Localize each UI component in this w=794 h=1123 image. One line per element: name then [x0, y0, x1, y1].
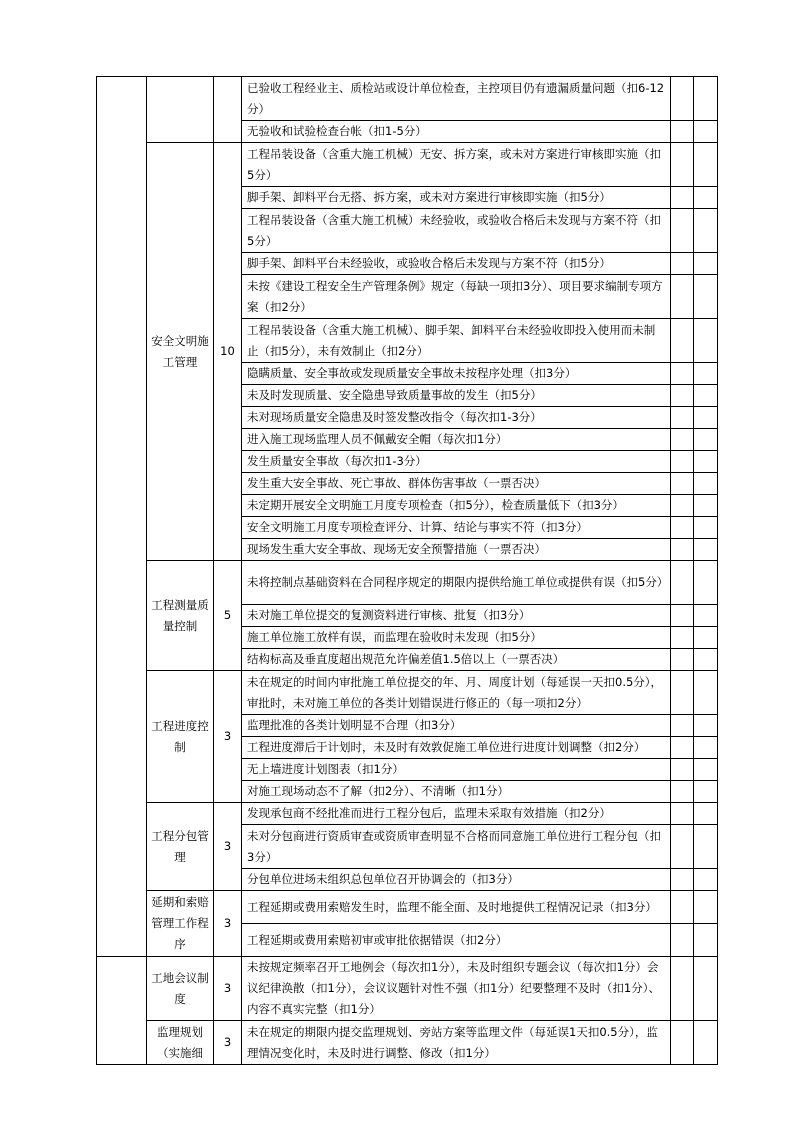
remark-cell[interactable]: [694, 319, 718, 363]
category-cell: 监理规划（实施细: [147, 1021, 214, 1065]
criteria-cell: 工程进度滞后于计划时，未及时有效敦促施工单位进行进度计划调整（扣2分）: [242, 737, 671, 759]
criteria-cell: 未将控制点基础资料在合同程序规定的期限内提供给施工单位或提供有误（扣5分）: [242, 561, 671, 605]
remark-cell[interactable]: [694, 737, 718, 759]
table-row: [97, 77, 718, 121]
deduction-cell[interactable]: [671, 561, 694, 605]
deduction-cell[interactable]: [671, 143, 694, 187]
remark-cell[interactable]: [694, 957, 718, 1021]
deduction-cell[interactable]: [671, 825, 694, 869]
remark-cell[interactable]: [694, 715, 718, 737]
remark-cell[interactable]: [694, 385, 718, 407]
score-cell: [214, 77, 242, 143]
deduction-cell[interactable]: [671, 253, 694, 275]
criteria-cell: 未按《建设工程安全生产管理条例》规定（每缺一项扣3分）、项目要求编制专项方案（扣2分）: [242, 275, 671, 319]
criteria-cell: 发生质量安全事故（每次扣1-3分）: [242, 451, 671, 473]
deduction-cell[interactable]: [671, 121, 694, 143]
remark-cell[interactable]: [694, 869, 718, 891]
remark-cell[interactable]: [694, 363, 718, 385]
criteria-cell: 发生重大安全事故、死亡事故、群体伤害事故（一票否决）: [242, 473, 671, 495]
deduction-cell[interactable]: [671, 451, 694, 473]
table-row: [97, 671, 718, 715]
category-cell: 安全文明施工管理: [147, 143, 214, 561]
criteria-cell: 工程延期或费用索赔初审或审批依据错误（扣2分）: [242, 924, 671, 957]
criteria-cell: 对施工现场动态不了解（扣2分）、不清晰（扣1分）: [242, 781, 671, 803]
evaluation-table: [96, 76, 718, 1065]
deduction-cell[interactable]: [671, 517, 694, 539]
criteria-cell: 无验收和试验检查台帐（扣1-5分）: [242, 121, 671, 143]
remark-cell[interactable]: [694, 143, 718, 187]
deduction-cell[interactable]: [671, 363, 694, 385]
deduction-cell[interactable]: [671, 803, 694, 825]
criteria-cell: 未按规定频率召开工地例会（每次扣1分），未及时组织专题会议（每次扣1分）会议纪律涣散（扣1分），会议议题针对性不强（扣1分）纪要整理不及时（扣1分）、内容不真实完整（扣1分）: [242, 957, 671, 1021]
criteria-cell: 发现承包商不经批准而进行工程分包后，监理未采取有效措施（扣2分）: [242, 803, 671, 825]
category-cell: 工程测量质量控制: [147, 561, 214, 671]
deduction-cell[interactable]: [671, 957, 694, 1021]
category-cell: [147, 77, 214, 143]
remark-cell[interactable]: [694, 781, 718, 803]
criteria-cell: 未对分包商进行资质审查或资质审查明显不合格而同意施工单位进行工程分包（扣3分）: [242, 825, 671, 869]
deduction-cell[interactable]: [671, 1021, 694, 1065]
remark-cell[interactable]: [694, 924, 718, 957]
criteria-cell: 隐瞒质量、安全事故或发现质量安全事故未按程序处理（扣3分）: [242, 363, 671, 385]
criteria-cell: 工程延期或费用索赔发生时，监理不能全面、及时地提供工程情况记录（扣3分）: [242, 891, 671, 924]
deduction-cell[interactable]: [671, 187, 694, 209]
criteria-cell: 进入施工现场监理人员不佩戴安全帽（每次扣1分）: [242, 429, 671, 451]
remark-cell[interactable]: [694, 407, 718, 429]
section-cell: [97, 77, 147, 957]
criteria-cell: 工程吊装设备（含重大施工机械）无安、拆方案，或未对方案进行审核即实施（扣5分）: [242, 143, 671, 187]
remark-cell[interactable]: [694, 1021, 718, 1065]
remark-cell[interactable]: [694, 253, 718, 275]
score-cell: 3: [214, 671, 242, 803]
deduction-cell[interactable]: [671, 473, 694, 495]
criteria-cell: 施工单位施工放样有误，而监理在验收时未发现（扣5分）: [242, 627, 671, 649]
deduction-cell[interactable]: [671, 869, 694, 891]
category-cell: 工地会议制度: [147, 957, 214, 1021]
criteria-cell: 监理批准的各类计划明显不合理（扣3分）: [242, 715, 671, 737]
deduction-cell[interactable]: [671, 275, 694, 319]
table-row: [97, 561, 718, 605]
score-cell: 3: [214, 891, 242, 957]
deduction-cell[interactable]: [671, 605, 694, 627]
deduction-cell[interactable]: [671, 671, 694, 715]
table-row: [97, 143, 718, 187]
remark-cell[interactable]: [694, 495, 718, 517]
deduction-cell[interactable]: [671, 737, 694, 759]
criteria-cell: 未在规定的时间内审批施工单位提交的年、月、周度计划（每延误一天扣0.5分），审批时，未对施工单位的各类计划错误进行修正的（每一项扣2分）: [242, 671, 671, 715]
criteria-cell: 工程吊装设备（含重大施工机械）、脚手架、卸料平台未经验收即投入使用而未制止（扣5分），未有效制止（扣2分）: [242, 319, 671, 363]
table-row: [97, 891, 718, 924]
deduction-cell[interactable]: [671, 77, 694, 121]
table-row: [97, 803, 718, 825]
category-cell: 延期和索赔管理工作程序: [147, 891, 214, 957]
remark-cell[interactable]: [694, 473, 718, 495]
deduction-cell[interactable]: [671, 715, 694, 737]
remark-cell[interactable]: [694, 517, 718, 539]
criteria-cell: 无上墙进度计划图表（扣1分）: [242, 759, 671, 781]
remark-cell[interactable]: [694, 77, 718, 121]
criteria-cell: 未在规定的期限内提交监理规划、旁站方案等监理文件（每延误1天扣0.5分），监理情况变化时，未及时进行调整、修改（扣1分）: [242, 1021, 671, 1065]
remark-cell[interactable]: [694, 209, 718, 253]
remark-cell[interactable]: [694, 187, 718, 209]
table-row: [97, 1021, 718, 1065]
remark-cell[interactable]: [694, 671, 718, 715]
table-row: [97, 957, 718, 1021]
score-cell: 10: [214, 143, 242, 561]
deduction-cell[interactable]: [671, 319, 694, 363]
remark-cell[interactable]: [694, 759, 718, 781]
criteria-cell: 脚手架、卸料平台未经验收，或验收合格后未发现与方案不符（扣5分）: [242, 253, 671, 275]
deduction-cell[interactable]: [671, 781, 694, 803]
criteria-cell: 脚手架、卸料平台无搭、拆方案，或未对方案进行审核即实施（扣5分）: [242, 187, 671, 209]
deduction-cell[interactable]: [671, 649, 694, 671]
deduction-cell[interactable]: [671, 385, 694, 407]
criteria-cell: 未对现场质量安全隐患及时签发整改指令（每次扣1-3分）: [242, 407, 671, 429]
deduction-cell[interactable]: [671, 407, 694, 429]
criteria-cell: 工程吊装设备（含重大施工机械）未经验收，或验收合格后未发现与方案不符（扣5分）: [242, 209, 671, 253]
remark-cell[interactable]: [694, 605, 718, 627]
deduction-cell[interactable]: [671, 627, 694, 649]
deduction-cell[interactable]: [671, 539, 694, 561]
criteria-cell: 未对施工单位提交的复测资料进行审核、批复（扣3分）: [242, 605, 671, 627]
score-cell: 3: [214, 803, 242, 891]
score-cell: 3: [214, 1021, 242, 1065]
category-cell: 工程进度控制: [147, 671, 214, 803]
criteria-cell: 未定期开展安全文明施工月度专项检查（扣5分），检查质量低下（扣3分）: [242, 495, 671, 517]
category-cell: 工程分包管理: [147, 803, 214, 891]
criteria-cell: 已验收工程经业主、质检站或设计单位检查，主控项目仍有遗漏质量问题（扣6-12分）: [242, 77, 671, 121]
deduction-cell[interactable]: [671, 429, 694, 451]
remark-cell[interactable]: [694, 891, 718, 924]
criteria-cell: 安全文明施工月度专项检查评分、计算、结论与事实不符（扣3分）: [242, 517, 671, 539]
remark-cell[interactable]: [694, 121, 718, 143]
remark-cell[interactable]: [694, 451, 718, 473]
remark-cell[interactable]: [694, 429, 718, 451]
remark-cell[interactable]: [694, 627, 718, 649]
criteria-cell: 分包单位进场未组织总包单位召开协调会的（扣3分）: [242, 869, 671, 891]
deduction-cell[interactable]: [671, 495, 694, 517]
remark-cell[interactable]: [694, 825, 718, 869]
criteria-cell: 未及时发现质量、安全隐患导致质量事故的发生（扣5分）: [242, 385, 671, 407]
remark-cell[interactable]: [694, 803, 718, 825]
remark-cell[interactable]: [694, 561, 718, 605]
deduction-cell[interactable]: [671, 209, 694, 253]
remark-cell[interactable]: [694, 539, 718, 561]
remark-cell[interactable]: [694, 275, 718, 319]
deduction-cell[interactable]: [671, 924, 694, 957]
remark-cell[interactable]: [694, 649, 718, 671]
deduction-cell[interactable]: [671, 891, 694, 924]
deduction-cell[interactable]: [671, 759, 694, 781]
criteria-cell: 结构标高及垂直度超出规范允许偏差值1.5倍以上（一票否决）: [242, 649, 671, 671]
section-cell: [97, 957, 147, 1065]
criteria-cell: 现场发生重大安全事故、现场无安全预警措施（一票否决）: [242, 539, 671, 561]
score-cell: 5: [214, 561, 242, 671]
score-cell: 3: [214, 957, 242, 1021]
